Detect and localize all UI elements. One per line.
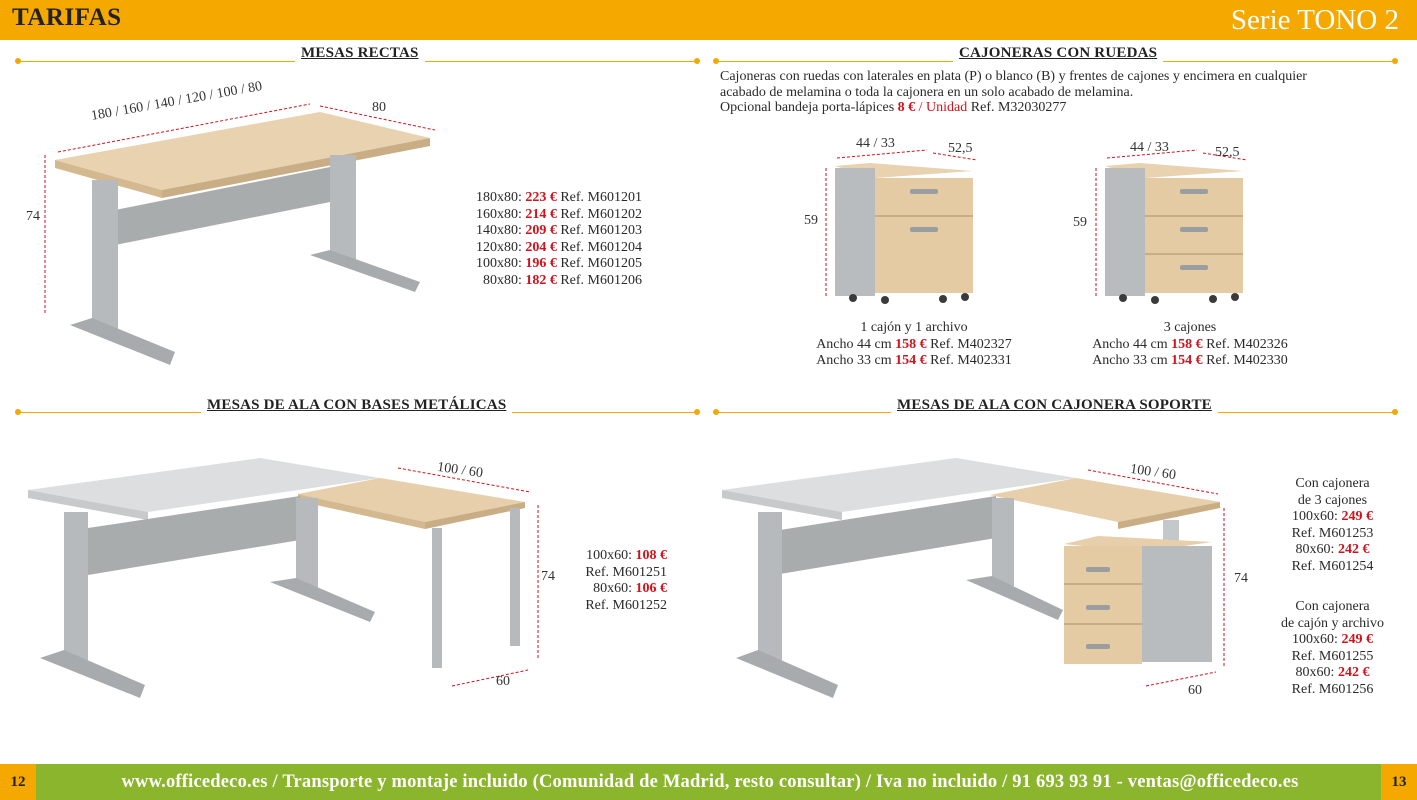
- dim-width: 44 / 33: [856, 136, 895, 151]
- pedestal-3-drawers-illustration: [1085, 148, 1255, 313]
- dim-width: 44 / 33: [1130, 140, 1169, 155]
- reference: Ref. M601254: [1291, 558, 1374, 574]
- price-row: 100x80: 196 € Ref. M601205: [475, 256, 642, 271]
- price-row: Ancho 33 cm 154 € Ref. M402330: [1092, 353, 1288, 368]
- price-row: 140x80: 209 € Ref. M601203: [475, 223, 642, 238]
- price-row: 80x80: 182 € Ref. M601206: [482, 272, 642, 288]
- option-line: Opcional bandeja porta-lápices 8 € / Unidad Ref. M32030277: [720, 100, 1067, 115]
- reference: Ref. M601256: [1291, 681, 1374, 697]
- page-title: TARIFAS: [12, 4, 122, 31]
- price-row: 80x60: 242 €: [1295, 542, 1370, 557]
- dim-depth: 60: [1188, 683, 1202, 698]
- dim-depth: 52,5: [1215, 145, 1240, 160]
- price-row: 180x80: 223 € Ref. M601201: [475, 190, 642, 205]
- footer-contact-text: www.officedeco.es / Transporte y montaje incluido (Comunidad de Madrid, resto consultar) / Iva no incluido / 91 693 93 91 - ventas@officedeco.es: [121, 771, 1299, 792]
- section-title-cajoneras: CAJONERAS CON RUEDAS: [953, 45, 1163, 62]
- description-line: acabado de melamina o toda la cajonera en un solo acabado de melamina.: [720, 84, 1134, 100]
- desk-straight-illustration: [20, 90, 460, 380]
- price-row: 120x80: 204 € Ref. M601204: [475, 239, 642, 255]
- price-list-rectas: [440, 190, 642, 289]
- section-title-ala-cajonera: MESAS DE ALA CON CAJONERA SOPORTE: [891, 397, 1218, 414]
- dim-width: 100 / 60: [1129, 461, 1177, 484]
- price-row: 80x60: 106 €: [593, 581, 667, 596]
- group-subtitle: de 3 cajones: [1297, 492, 1368, 508]
- price-row: 100x60: 108 €: [586, 548, 667, 563]
- divider-dot: [15, 58, 21, 64]
- price-row: Ancho 44 cm 158 € Ref. M402326: [1092, 336, 1288, 352]
- divider-dot: [694, 58, 700, 64]
- price-row: 100x60: 249 €: [1292, 632, 1373, 647]
- price-row: Ancho 44 cm 158 € Ref. M402327: [816, 336, 1012, 352]
- pedestal-left-prices: [800, 320, 1028, 370]
- dim-height: 59: [1073, 215, 1087, 230]
- dim-width: 180 / 160 / 140 / 120 / 100 / 80: [89, 79, 264, 124]
- divider-dot: [694, 409, 700, 415]
- reference: Ref. M601255: [1291, 648, 1374, 664]
- dim-depth: 80: [372, 100, 386, 115]
- dim-height: 74: [26, 209, 40, 224]
- reference: Ref. M601251: [585, 564, 667, 580]
- price-row: 80x60: 242 €: [1295, 665, 1370, 680]
- dim-height: 59: [804, 213, 818, 228]
- page-number-left: 12: [0, 764, 36, 800]
- price-row: 160x80: 214 € Ref. M601202: [475, 206, 642, 222]
- series-title: Serie TONO 2: [1230, 4, 1399, 36]
- reference: Ref. M601252: [585, 597, 667, 613]
- product-name: 1 cajón y 1 archivo: [860, 320, 968, 335]
- dim-width: 100 / 60: [436, 459, 484, 482]
- price-list-pedestal-drawer-file: [1267, 599, 1398, 698]
- price-row: Ancho 33 cm 154 € Ref. M402331: [816, 353, 1012, 368]
- page-number-right: 13: [1381, 764, 1417, 800]
- divider-dot: [713, 409, 719, 415]
- dim-depth: 60: [496, 674, 510, 689]
- divider-dot: [713, 58, 719, 64]
- description-line: Cajoneras con ruedas con laterales en plata (P) o blanco (B) y frentes de cajones y encimera en cualquier: [720, 69, 1307, 84]
- dim-height: 74: [1234, 571, 1248, 586]
- price-list-pedestal-3-drawers: [1270, 476, 1395, 575]
- reference: Ref. M601253: [1291, 525, 1374, 541]
- group-subtitle: de cajón y archivo: [1280, 615, 1384, 631]
- price-list-ala-metal: [560, 548, 667, 614]
- group-title: Con cajonera: [1295, 476, 1370, 491]
- price-row: 100x60: 249 €: [1292, 509, 1373, 524]
- section-title-mesas-rectas: MESAS RECTAS: [295, 45, 425, 62]
- product-name: 3 cajones: [1163, 320, 1217, 335]
- cajoneras-description: [720, 69, 1400, 116]
- dim-height: 74: [541, 569, 555, 584]
- group-title: Con cajonera: [1295, 599, 1370, 614]
- divider-dot: [1392, 409, 1398, 415]
- dim-depth: 52,5: [948, 141, 973, 156]
- header-bar: [0, 0, 1417, 40]
- section-title-ala-metalicas: MESAS DE ALA CON BASES METÁLICAS: [201, 397, 512, 414]
- desk-return-pedestal-illustration: [718, 450, 1258, 700]
- divider-dot: [15, 409, 21, 415]
- desk-return-metal-legs-illustration: [20, 450, 565, 700]
- pedestal-right-prices: [1077, 320, 1303, 370]
- pedestal-1-drawer-file-illustration: [815, 148, 985, 313]
- divider-dot: [1392, 58, 1398, 64]
